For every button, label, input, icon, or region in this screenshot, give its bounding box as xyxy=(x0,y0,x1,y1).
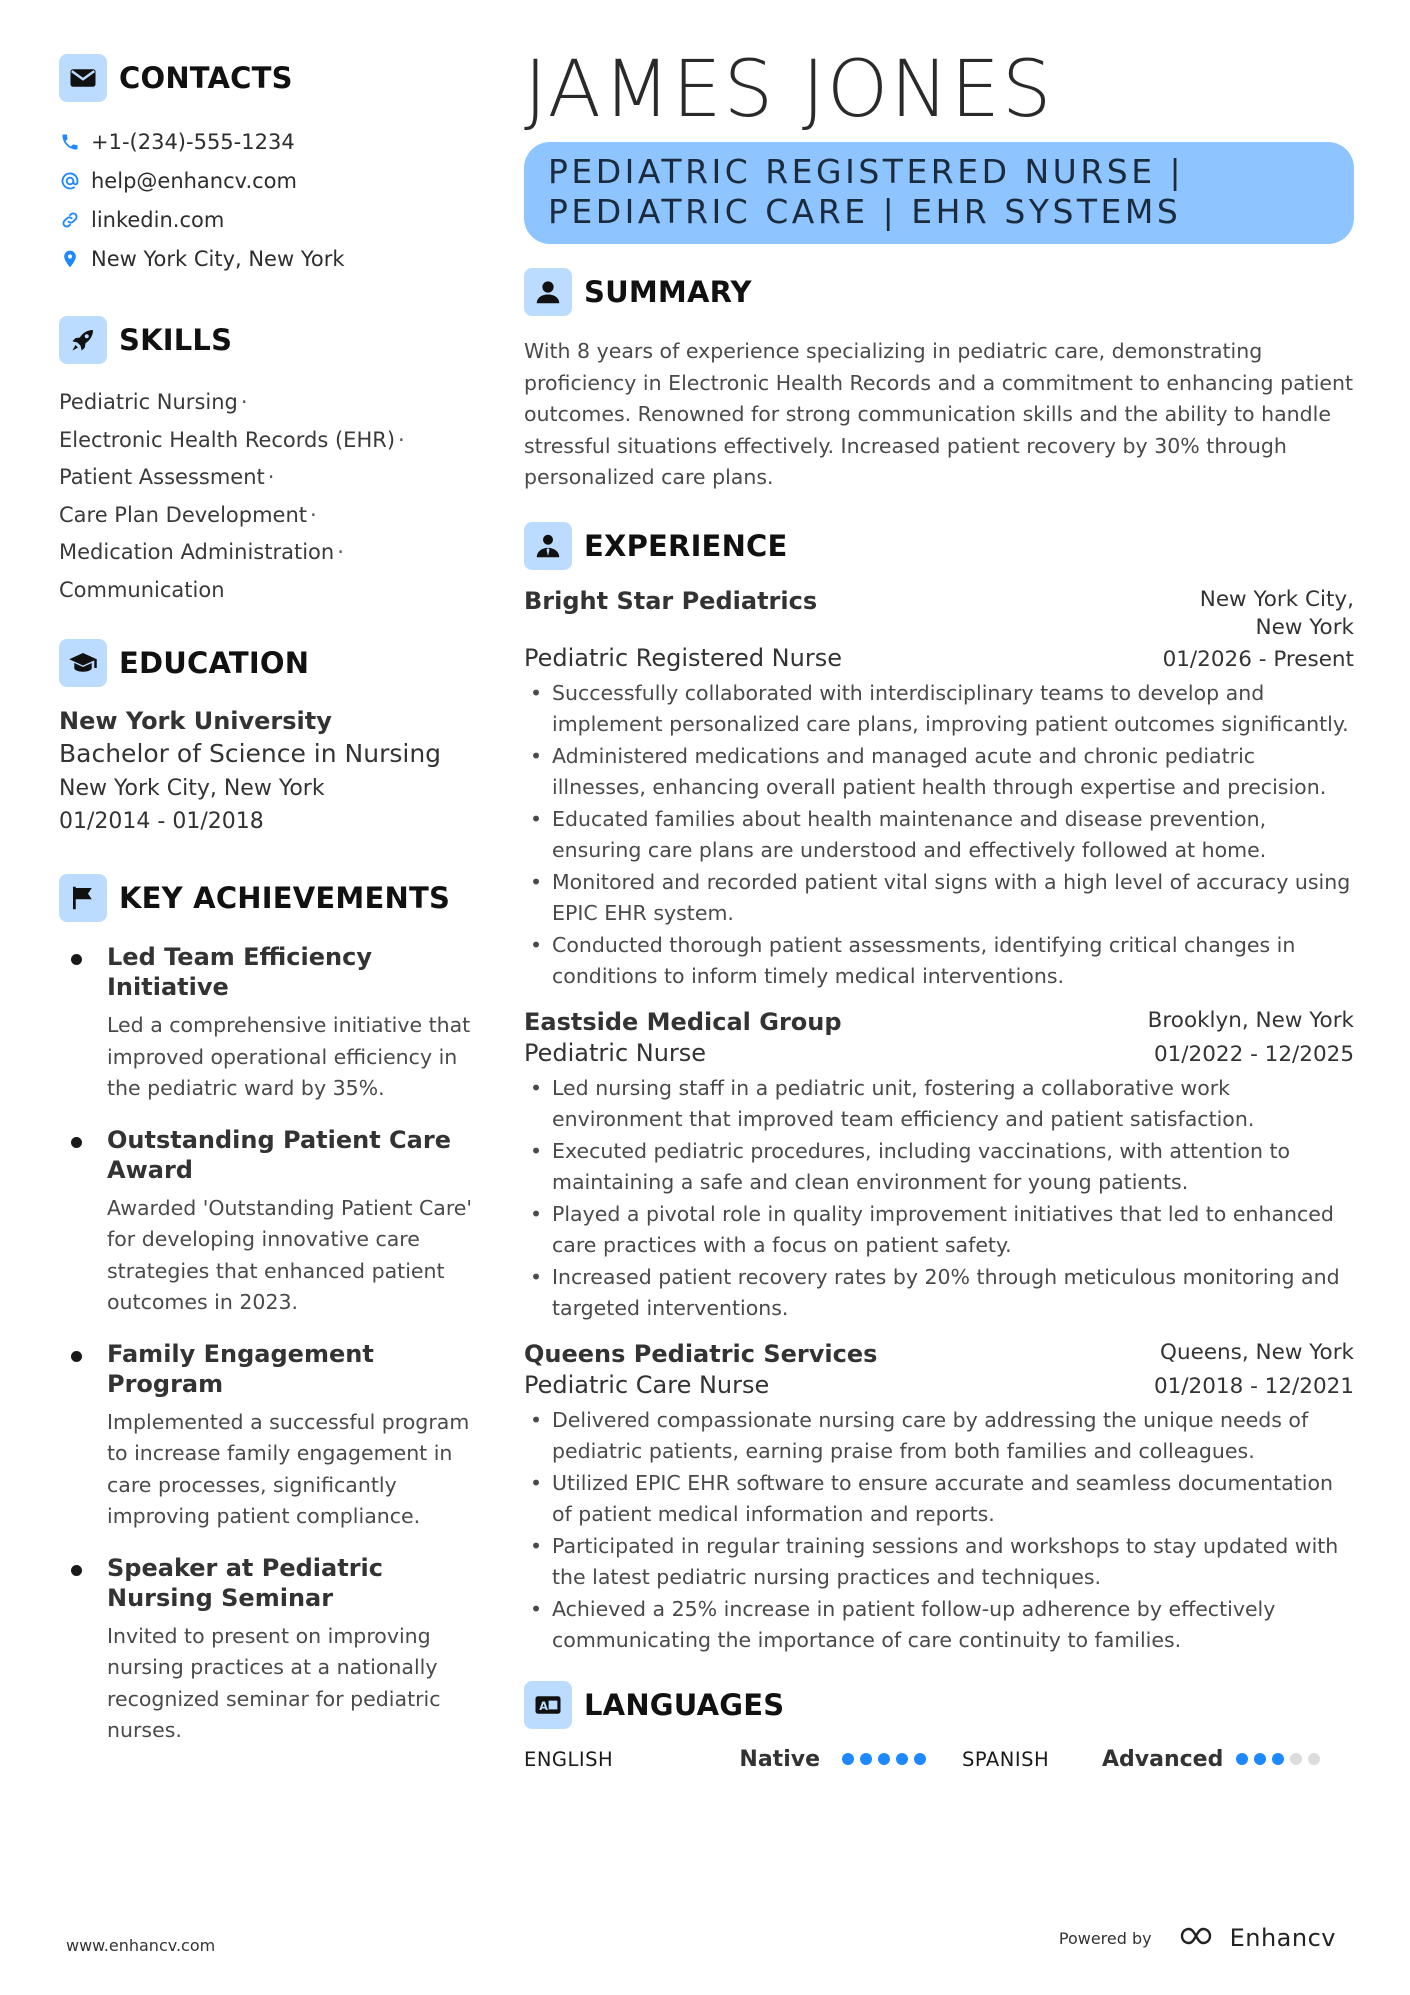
business-person-icon xyxy=(524,522,572,570)
rating-dot xyxy=(878,1753,890,1765)
achievement-desc: Awarded 'Outstanding Patient Care' for developing innovative care strategies that enhanced patient outcomes in 2023. xyxy=(107,1195,473,1314)
languages-title: LANGUAGES xyxy=(584,1687,785,1722)
flag-icon xyxy=(59,874,107,922)
right-column xyxy=(524,44,1354,1772)
skills-title: SKILLS xyxy=(119,323,233,357)
skill-separator: · xyxy=(398,427,405,452)
language-rating xyxy=(842,1753,962,1765)
job-bullet: • Achieved a 25% increase in patient follow-up adherence by effectively communicating the importance of care continuity to families. xyxy=(524,1594,1354,1657)
job-bullets xyxy=(524,1073,1354,1325)
job-bullet: • Monitored and recorded patient vital signs with a high level of accuracy using EPIC EHR system. xyxy=(524,867,1354,930)
achievements-title: KEY ACHIEVEMENTS xyxy=(119,881,451,915)
job-role: Pediatric Registered Nurse xyxy=(524,643,842,672)
graduation-cap-icon xyxy=(59,639,107,687)
linkedin-text: linkedin.com xyxy=(91,207,225,232)
contact-linkedin[interactable] xyxy=(59,200,489,239)
experience-title: EXPERIENCE xyxy=(584,528,788,563)
achievement-title: Outstanding Patient Care Award xyxy=(107,1125,451,1184)
job-bullet: • Played a pivotal role in quality improvement initiatives that led to enhanced care practices with a focus on patient safety. xyxy=(524,1199,1354,1262)
job-company: Queens Pediatric Services xyxy=(524,1339,878,1368)
contact-location xyxy=(59,239,489,278)
summary-section xyxy=(524,268,1354,494)
job-role-row xyxy=(524,1037,1354,1069)
envelope-icon xyxy=(59,54,107,102)
experience-header xyxy=(524,522,1354,570)
job-location xyxy=(1200,586,1354,642)
education-section xyxy=(59,639,489,838)
achievement-desc: Invited to present on improving nursing practices at a nationally recognized seminar for pediatric nurses. xyxy=(107,1623,441,1742)
job-location-line-2: New York xyxy=(1255,614,1354,640)
job-role: Pediatric Nurse xyxy=(524,1038,707,1067)
enhancv-logo-icon xyxy=(1178,1924,1222,1952)
rating-dot xyxy=(914,1753,926,1765)
education-title: EDUCATION xyxy=(119,646,310,680)
job-bullet: • Conducted thorough patient assessments, identifying critical changes in conditions to inform timely medical interventions. xyxy=(524,930,1354,993)
job-company: Eastside Medical Group xyxy=(524,1007,842,1036)
skills-section xyxy=(59,316,489,609)
rocket-icon xyxy=(59,316,107,364)
job-header xyxy=(524,1007,1354,1037)
contact-email[interactable] xyxy=(59,161,489,200)
contacts-header xyxy=(59,54,489,102)
summary-text: With 8 years of experience specializing in pediatric care, demonstrating proficiency in Electronic Health Records and a commitment to enhancing patient outcomes. Renowned for strong communication skills and the ability to handle stressful situations effectively. Increased patient recovery by 30% through personalized care plans. xyxy=(524,339,1354,489)
job-bullet: • Educated families about health maintenance and disease prevention, ensuring care plans are understood and effectively followed at home. xyxy=(524,804,1354,867)
job-dates: 01/2018 - 12/2021 xyxy=(1153,1373,1354,1399)
job-location: Queens, New York xyxy=(1160,1339,1354,1365)
job-bullet: • Led nursing staff in a pediatric unit, fostering a collaborative work environment that improved team efficiency and patient satisfaction. xyxy=(524,1073,1354,1136)
rating-dot xyxy=(860,1753,872,1765)
job-header xyxy=(524,1339,1354,1369)
language-name: SPANISH xyxy=(962,1747,1050,1771)
skill-item xyxy=(59,534,489,572)
languages-row xyxy=(524,1747,1354,1772)
contact-phone[interactable] xyxy=(59,122,489,161)
achievements-header xyxy=(59,874,489,922)
job-bullet: • Executed pediatric procedures, including vaccinations, with attention to maintaining a safe and clean environment for young patients. xyxy=(524,1136,1354,1199)
powered-by-text: Powered by xyxy=(1058,1928,1152,1948)
skill-separator: · xyxy=(240,390,248,414)
language-name: ENGLISH xyxy=(524,1747,614,1771)
language-icon xyxy=(524,1681,572,1729)
skill-label: Communication xyxy=(59,577,225,602)
achievement-item xyxy=(59,1553,489,1747)
languages-header xyxy=(524,1681,1354,1729)
language-level: Advanced xyxy=(1102,1746,1224,1772)
rating-dot xyxy=(1290,1753,1302,1765)
skill-label: Pediatric Nursing xyxy=(59,390,238,414)
education-degree: Bachelor of Science in Nursing xyxy=(59,739,442,768)
job-bullet: • Administered medications and managed acute and chronic pediatric illnesses, enhancing overall patient health through expertise and precision. xyxy=(524,741,1354,804)
job-header xyxy=(524,586,1354,642)
skill-item xyxy=(59,572,489,610)
achievement-desc: Implemented a successful program to increase family engagement in care processes, significantly improving patient compliance. xyxy=(107,1409,470,1528)
job-bullets xyxy=(524,1405,1354,1657)
achievement-item xyxy=(59,1339,489,1533)
skill-label: Medication Administration xyxy=(59,540,335,564)
email-text: help@enhancv.com xyxy=(91,168,297,193)
candidate-name: JAMES JONES xyxy=(524,45,1054,135)
skill-item xyxy=(59,459,489,497)
education-dates: 01/2014 - 01/2018 xyxy=(59,809,264,834)
skill-separator: · xyxy=(310,502,317,527)
languages-section xyxy=(524,1681,1354,1772)
achievement-item xyxy=(59,942,489,1105)
phone-text: +1-(234)-555-1234 xyxy=(91,129,295,154)
job-dates: 01/2026 - Present xyxy=(1162,646,1354,672)
left-column xyxy=(59,54,489,1767)
job-location: Brooklyn, New York xyxy=(1147,1007,1354,1033)
contacts-title: CONTACTS xyxy=(119,61,293,95)
location-text: New York City, New York xyxy=(91,246,345,271)
job-role-row xyxy=(524,1369,1354,1401)
job-bullet: • Participated in regular training sessions and workshops to stay updated with the latest pediatric nursing practices and techniques. xyxy=(524,1531,1354,1594)
rating-dot xyxy=(1272,1753,1284,1765)
skill-item xyxy=(59,497,489,535)
job-role: Pediatric Care Nurse xyxy=(524,1370,770,1399)
job-bullet: • Increased patient recovery rates by 20% through meticulous monitoring and targeted interventions. xyxy=(524,1262,1354,1325)
skill-separator: · xyxy=(267,465,275,489)
skill-label: Care Plan Development xyxy=(59,502,308,527)
contacts-section xyxy=(59,54,489,278)
skill-separator: · xyxy=(337,540,344,564)
education-header xyxy=(59,639,489,687)
job-company: Bright Star Pediatrics xyxy=(524,586,818,615)
headline-bar xyxy=(524,142,1354,244)
skill-label: Electronic Health Records (EHR) xyxy=(59,427,396,452)
rating-dot xyxy=(896,1753,908,1765)
achievements-list xyxy=(59,942,489,1747)
job-bullet: • Delivered compassionate nursing care by addressing the unique needs of pediatric patients, earning praise from both families and colleagues. xyxy=(524,1405,1354,1468)
job-entry xyxy=(524,586,1354,993)
language-level: Native xyxy=(739,1746,820,1772)
language-rating xyxy=(1236,1753,1326,1765)
achievement-item xyxy=(59,1125,489,1319)
svg-text:A: A xyxy=(539,1699,548,1713)
job-bullet: • Successfully collaborated with interdisciplinary teams to develop and implement personalized care plans, improving patient outcomes significantly. xyxy=(524,678,1354,741)
achievement-title: Family Engagement Program xyxy=(107,1339,374,1398)
at-sign-icon xyxy=(59,170,81,192)
job-role-row xyxy=(524,642,1354,674)
summary-title: SUMMARY xyxy=(584,275,752,309)
job-dates: 01/2022 - 12/2025 xyxy=(1153,1041,1354,1067)
achievements-section xyxy=(59,874,489,1747)
skill-item xyxy=(59,384,489,422)
job-location-line-1: New York City, xyxy=(1199,586,1354,612)
job-entry xyxy=(524,1339,1354,1657)
user-icon xyxy=(524,268,572,316)
footer-branding[interactable] xyxy=(1059,1924,1336,1952)
experience-section xyxy=(524,522,1354,1657)
job-entry xyxy=(524,1007,1354,1325)
headline-line-2: PEDIATRIC CARE | EHR SYSTEMS xyxy=(548,192,1182,231)
job-bullets xyxy=(524,678,1354,993)
rating-dot xyxy=(1254,1753,1266,1765)
summary-header xyxy=(524,268,1354,316)
rating-dot xyxy=(1236,1753,1248,1765)
skill-label: Patient Assessment xyxy=(59,465,265,489)
education-location: New York City, New York xyxy=(59,776,325,801)
footer-website[interactable]: www.enhancv.com xyxy=(66,1936,216,1955)
skills-header xyxy=(59,316,489,364)
map-pin-icon xyxy=(59,248,81,270)
rating-dot xyxy=(842,1753,854,1765)
achievement-title: Speaker at Pediatric Nursing Seminar xyxy=(107,1553,383,1612)
skill-item xyxy=(59,422,489,460)
brand-name: Enhancv xyxy=(1229,1924,1336,1952)
rating-dot xyxy=(1308,1753,1320,1765)
education-school: New York University xyxy=(59,707,332,735)
achievement-title: Led Team Efficiency Initiative xyxy=(107,943,372,1001)
phone-icon xyxy=(59,131,81,153)
link-icon xyxy=(59,209,81,231)
headline-line-1: PEDIATRIC REGISTERED NURSE | xyxy=(548,152,1185,191)
job-bullet: • Utilized EPIC EHR software to ensure accurate and seamless documentation of patient medical information and reports. xyxy=(524,1468,1354,1531)
achievement-desc: Led a comprehensive initiative that improved operational efficiency in the pediatric ward by 35%. xyxy=(107,1013,471,1100)
